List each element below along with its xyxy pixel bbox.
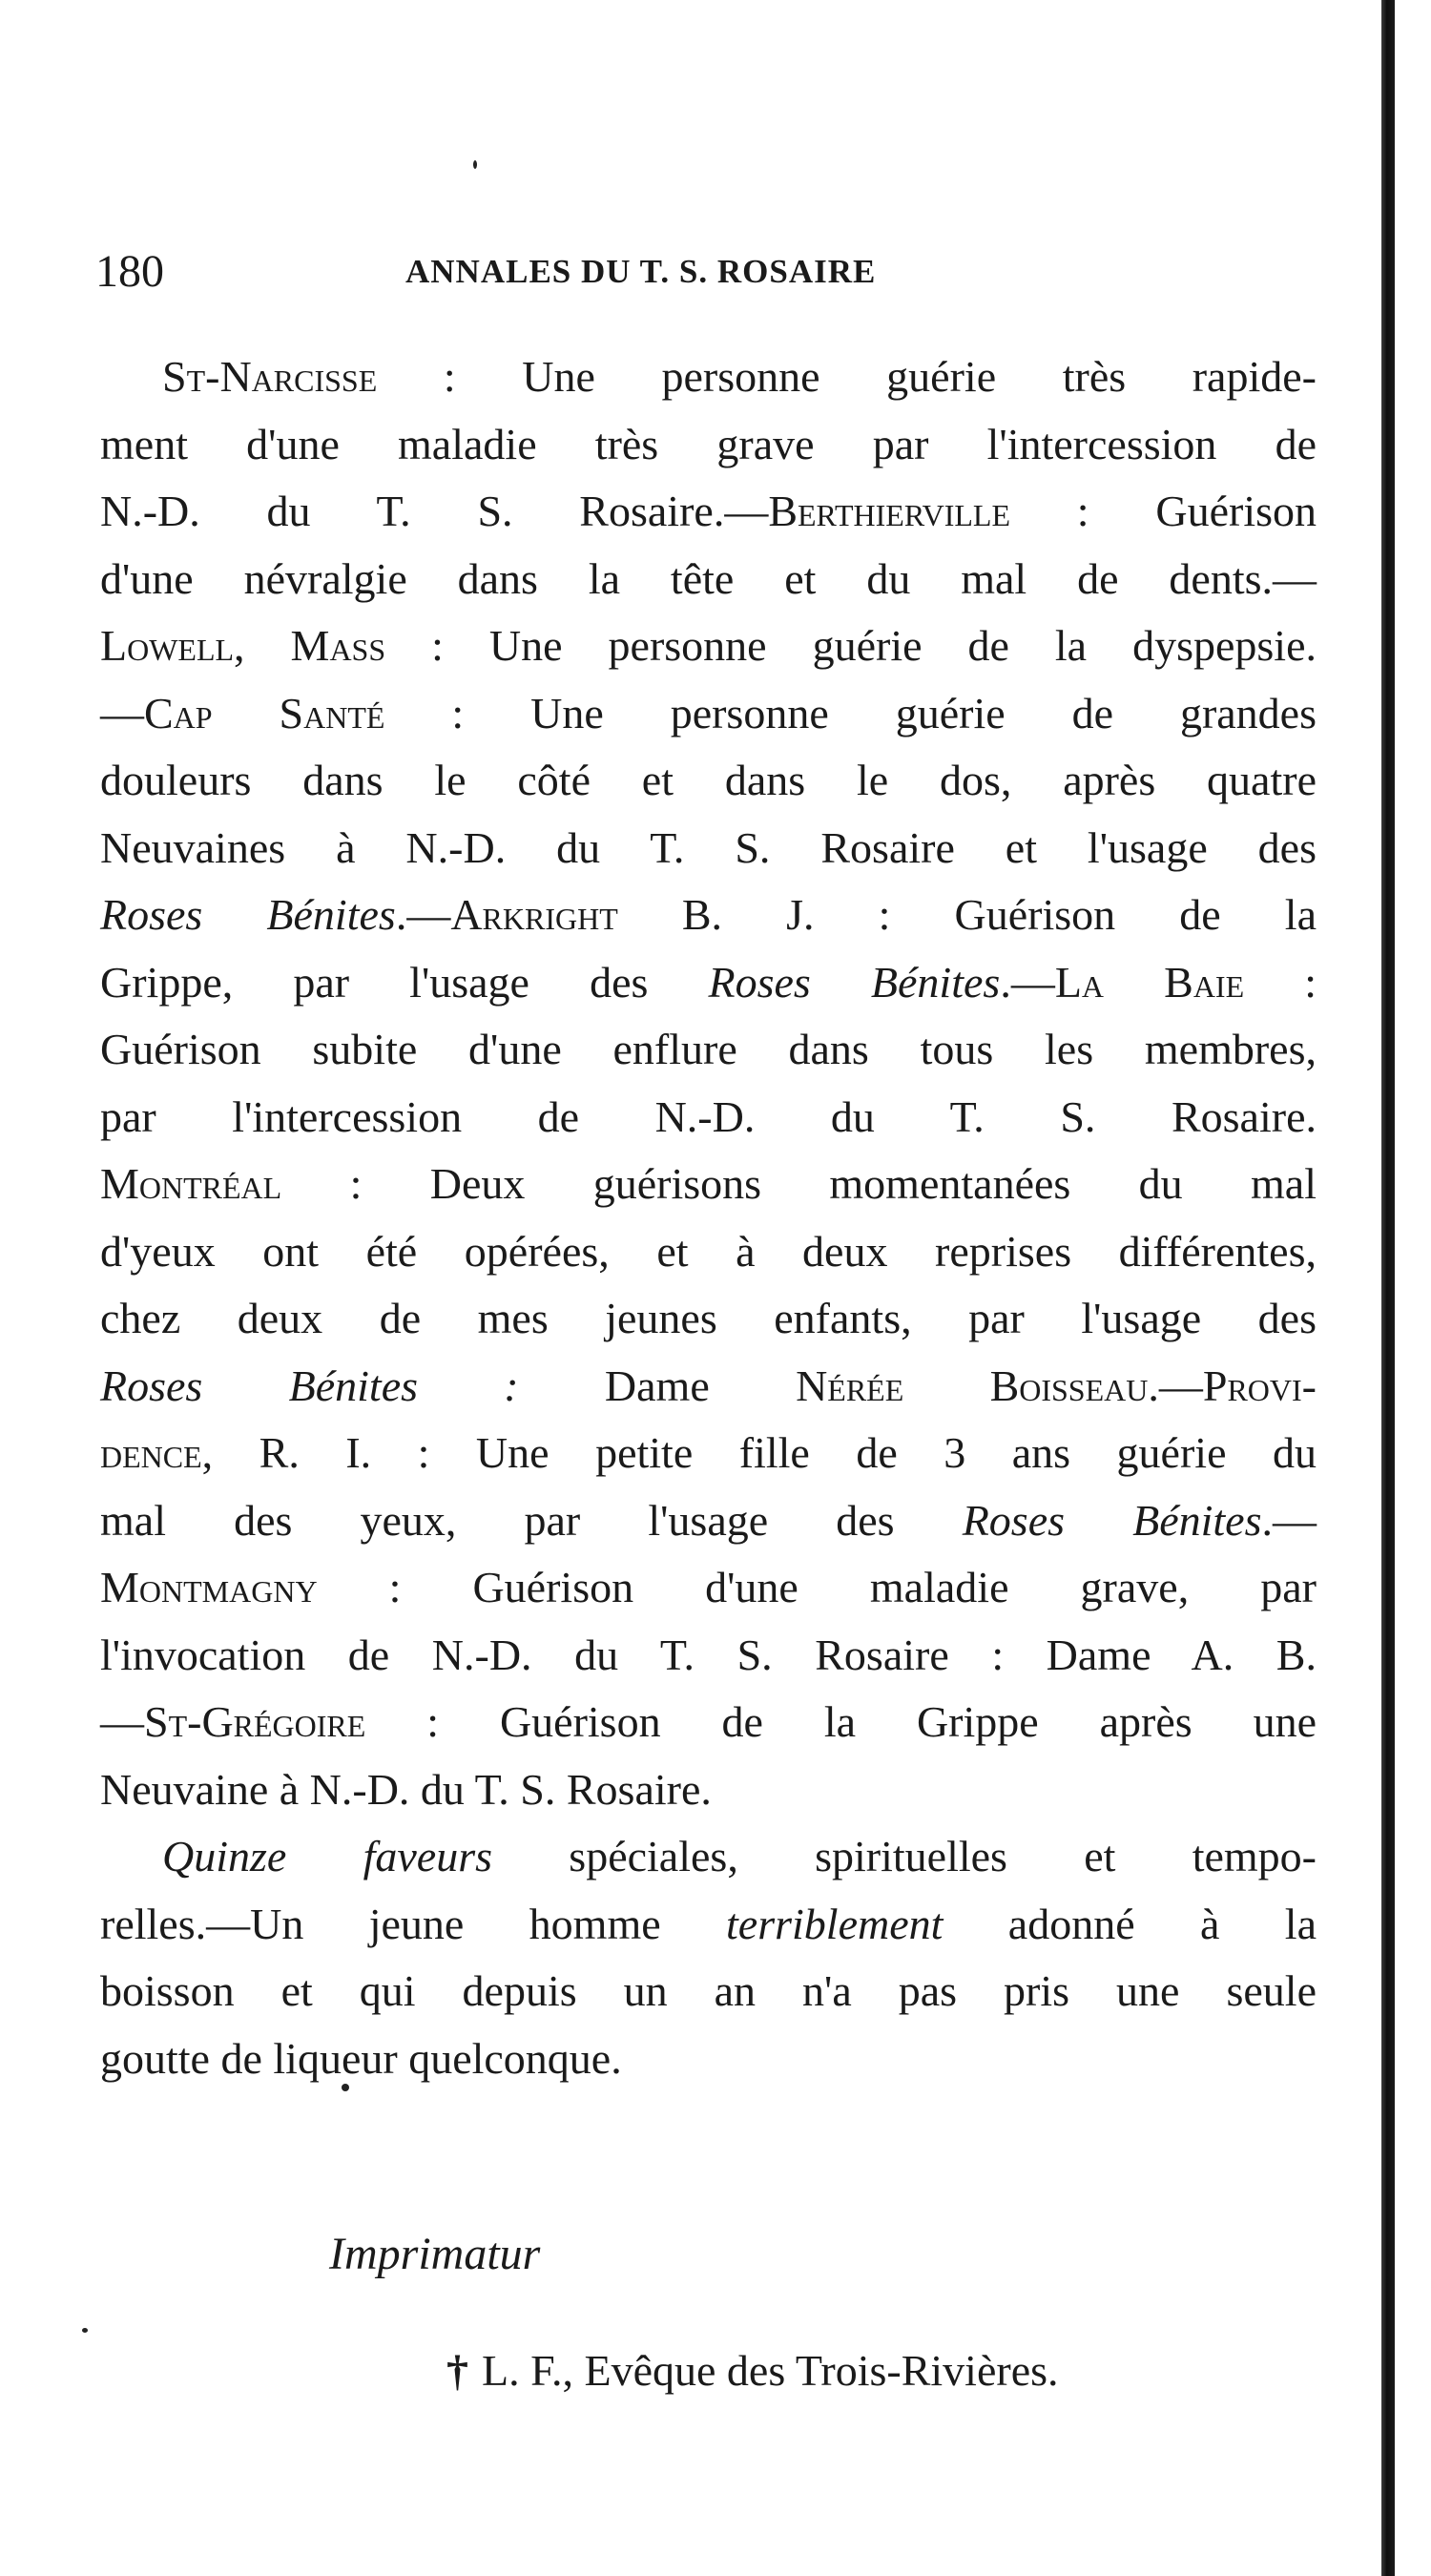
- imprimatur: Imprimatur: [329, 2229, 541, 2279]
- italic-span: Roses Bénites: [100, 890, 396, 939]
- text-line: d'yeux ont été opérées, et à deux reprises différentes,: [100, 1226, 1317, 1276]
- text-line: [100, 1151, 1317, 1218]
- place-name: Arkright B. J.: [450, 890, 815, 939]
- text-line: [100, 1487, 1317, 1555]
- text-span: : Une personne guérie de la dyspepsie.: [385, 621, 1317, 670]
- text-line: [100, 882, 1317, 949]
- text-line: Guérison subite d'une enflure dans tous les membres,: [100, 1025, 1317, 1073]
- text-line: Neuvaine à N.-D. du T. S. Rosaire.: [100, 1764, 712, 1814]
- text-line: par l'intercession de N.-D. du T. S. Rosaire.: [100, 1091, 1317, 1141]
- text-line: [100, 613, 1317, 680]
- text-span: mal des yeux, par l'usage des: [100, 1495, 963, 1545]
- page-gutter-shadow: [1381, 0, 1395, 2576]
- text-line: Neuvaines à N.-D. du T. S. Rosaire et l'usage des: [100, 822, 1317, 872]
- text-line: goutte de liqueur quelconque.: [100, 2033, 622, 2083]
- text-line: douleurs dans le côté et dans le dos, après quatre: [100, 756, 1317, 804]
- text-span: : Guérison de la: [814, 890, 1317, 939]
- person-name: Nérée Boisseau: [796, 1361, 1149, 1410]
- place-name: Cap Santé: [144, 688, 385, 737]
- text-line: [100, 1823, 1317, 1891]
- text-line: d'une névralgie dans la tête et du mal de dents.—: [100, 553, 1317, 603]
- place-name: Montréal: [100, 1159, 282, 1208]
- text-span: , R. I. : Une petite fille de 3 ans guérie du: [201, 1428, 1317, 1477]
- italic-span: Quinze faveurs: [162, 1832, 493, 1880]
- dagger-symbol: †: [446, 2346, 468, 2395]
- text-span: Dame: [518, 1361, 797, 1410]
- text-line: [100, 1554, 1317, 1622]
- text-span: adonné à la: [943, 1899, 1317, 1948]
- text-line: [100, 1689, 1317, 1756]
- text-span: : Une personne guérie très rapide-: [377, 352, 1317, 401]
- italic-span: Roses Bénites: [962, 1495, 1262, 1545]
- text-span: : Une personne guérie de grandes: [384, 688, 1317, 737]
- text-span: : Guérison: [1010, 487, 1317, 535]
- text-span: : Deux guérisons momentanées du mal: [281, 1159, 1317, 1208]
- text-line: [100, 680, 1317, 748]
- text-line: [100, 478, 1317, 546]
- place-name: St-Grégoire: [144, 1697, 366, 1746]
- italic-span: Roses Bénites: [708, 957, 1001, 1007]
- signature-text: L. F., Evêque des Trois-Rivières.: [482, 2346, 1059, 2395]
- text-span: .—: [1000, 957, 1055, 1007]
- place-name: Lowell, Mass: [100, 621, 386, 670]
- text-span: —: [100, 688, 144, 737]
- text-line: ment d'une maladie très grave par l'intercession de: [100, 419, 1317, 468]
- print-speck: [473, 160, 477, 169]
- italic-span: terriblement: [726, 1899, 944, 1948]
- text-span: .—: [1148, 1361, 1203, 1410]
- text-span: N.-D. du T. S. Rosaire.—: [100, 487, 769, 535]
- text-line: chez deux de mes jeunes enfants, par l'usage des: [100, 1294, 1317, 1342]
- italic-span: Roses Bénites :: [100, 1361, 519, 1410]
- text-line: [100, 949, 1317, 1017]
- text-line: [100, 343, 1317, 411]
- text-line: l'invocation de N.-D. du T. S. Rosaire : Dame A. B.: [100, 1630, 1317, 1679]
- place-name: Berthierville: [768, 487, 1011, 535]
- text-span: : Guérison de la Grippe après une: [365, 1697, 1317, 1746]
- text-span: : Guérison d'une maladie grave, par: [317, 1563, 1317, 1611]
- text-line: [100, 1891, 1317, 1959]
- text-span: :: [1244, 957, 1317, 1007]
- text-span: spéciales, spirituelles et tempo-: [492, 1832, 1317, 1880]
- text-span: Grippe, par l'usage des: [100, 957, 709, 1007]
- place-name: St-Narcisse: [162, 352, 378, 401]
- signature-line: [446, 2337, 1059, 2404]
- place-name: Provi-: [1202, 1361, 1317, 1410]
- place-name: Montmagny: [100, 1563, 318, 1611]
- text-line: boisson et qui depuis un an n'a pas pris une seule: [100, 1966, 1317, 2015]
- running-head: ANNALES DU T. S. ROSAIRE: [405, 253, 877, 290]
- place-name: La Baie: [1054, 957, 1245, 1007]
- text-span: relles.—Un jeune homme: [100, 1899, 727, 1948]
- print-speck: [82, 2328, 88, 2333]
- text-line: [100, 1420, 1317, 1487]
- page-header: [95, 239, 1317, 305]
- text-line: [100, 1353, 1317, 1421]
- text-span: .—: [395, 890, 451, 939]
- text-span: —: [100, 1697, 144, 1746]
- body-text: [100, 343, 1317, 2092]
- place-name: dence: [100, 1428, 202, 1477]
- page-number: 180: [95, 246, 164, 297]
- text-span: .—: [1261, 1495, 1317, 1545]
